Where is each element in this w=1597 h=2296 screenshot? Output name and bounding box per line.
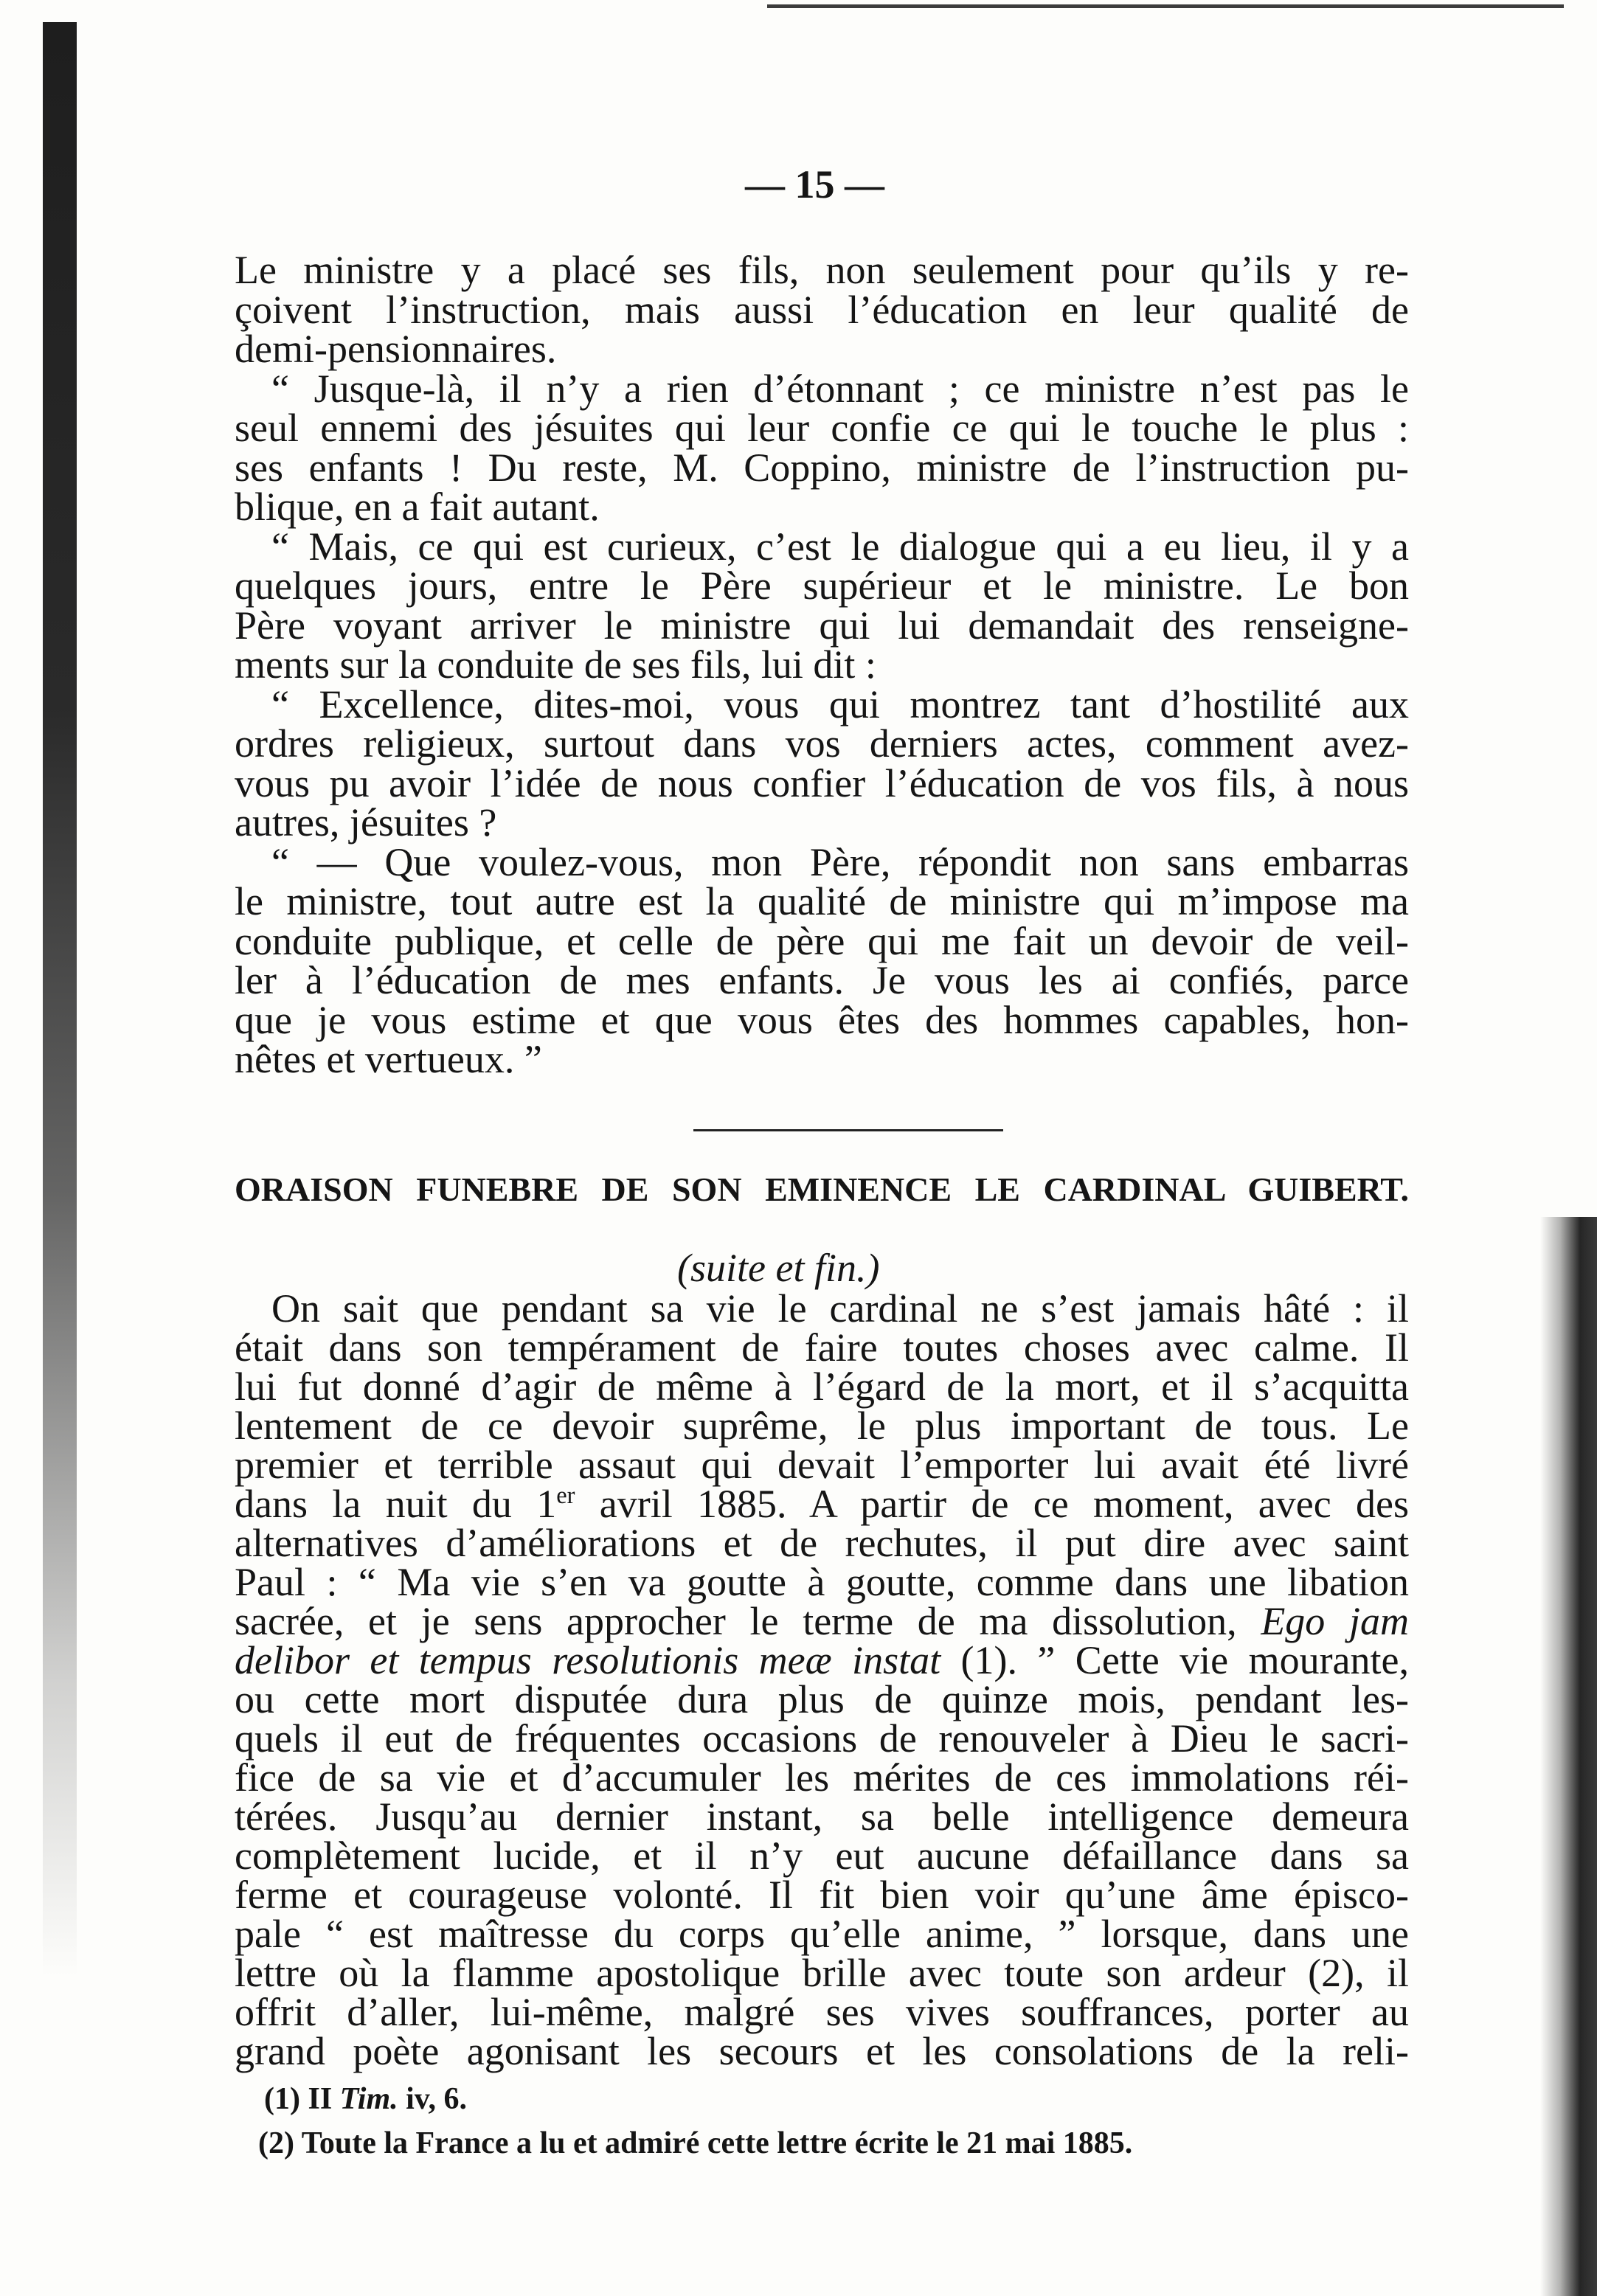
text-line: que je vous estime et que vous êtes des hommes capables, hon- <box>235 997 1409 1042</box>
scan-edge-shadow-right <box>1540 1217 1597 2296</box>
text-line: lui fut donné d’agir de même à l’égard de la mort, et il s’acquitta <box>235 1364 1409 1409</box>
text-line: ments sur la conduite de ses fils, lui dit : <box>235 642 876 687</box>
text-line: était dans son tempérament de faire toutes choses avec calme. Il <box>235 1325 1409 1370</box>
scan-binding-shadow-left <box>43 22 77 1977</box>
text-segment: dans la nuit du 1 <box>235 1481 557 1526</box>
text-line: grand poète agonisant les secours et les consolations de la reli- <box>235 2028 1409 2073</box>
text-line: quelques jours, entre le Père supérieur et le ministre. Le bon <box>235 563 1409 608</box>
text-line: le ministre, tout autre est la qualité de ministre qui m’impose ma <box>235 879 1409 923</box>
text-line: quels il eut de fréquentes occasions de renouveler à Dieu le sacri- <box>235 1716 1409 1761</box>
text-segment: avril 1885. A partir de ce moment, avec des <box>575 1481 1409 1526</box>
text-line: ferme et courageuse volonté. Il fit bien voir qu’une âme épisco- <box>235 1872 1409 1917</box>
text-line: complètement lucide, et il n’y eut aucune défaillance dans sa <box>235 1833 1409 1878</box>
text-line: ses enfants ! Du reste, M. Coppino, ministre de l’instruction pu- <box>235 445 1409 490</box>
text-line <box>235 1598 1409 1643</box>
citation-italic: Tim. <box>339 2082 398 2116</box>
text-line: ler à l’éducation de mes enfants. Je vous les ai confiés, parce <box>235 958 1409 1002</box>
text-line <box>235 1637 1409 1682</box>
text-line: “ Mais, ce qui est curieux, c’est le dialogue qui a eu lieu, il y a <box>271 524 1409 569</box>
paragraph <box>235 681 1409 844</box>
text-line: Le ministre y a placé ses fils, non seulement pour qu’ils y re- <box>235 248 1409 292</box>
text-line: offrit d’aller, lui-même, malgré ses vives souffrances, porter au <box>235 1989 1409 2034</box>
text-line: ou cette mort disputée dura plus de quinze mois, pendant les- <box>235 1676 1409 1721</box>
text-line: premier et terrible assaut qui devait l’emporter lui avait été livré <box>235 1442 1409 1487</box>
paragraph <box>235 839 1409 1081</box>
text-line: Paul : “ Ma vie s’en va goutte à goutte, comme dans une libation <box>235 1559 1409 1604</box>
text-segment: (1). ” Cette vie mourante, <box>940 1637 1409 1682</box>
text-line: nêtes et vertueux. ” <box>235 1037 542 1081</box>
text-line: lettre où la flamme apostolique brille avec toute son ardeur (2), il <box>235 1950 1409 1995</box>
text-line: “ — Que voulez-vous, mon Père, répondit non sans embarras <box>271 839 1409 884</box>
latin-quote-italic: Ego jam <box>1261 1598 1409 1643</box>
oraison-body <box>235 1286 1409 2073</box>
paragraph <box>235 1286 1409 2073</box>
section-heading: ORAISON FUNEBRE DE SON EMINENCE LE CARDINAL GUIBERT. <box>235 1170 1409 1208</box>
text-line: demi-pensionnaires. <box>235 327 557 371</box>
text-line: autres, jésuites ? <box>235 800 497 844</box>
text-segment: sacrée, et je sens approcher le terme de ma dissolution, <box>235 1598 1261 1643</box>
section-subheading: (suite et fin.) <box>677 1246 880 1290</box>
latin-quote-italic: delibor et tempus resolutionis meæ instat <box>235 1637 941 1682</box>
footnote <box>264 2081 467 2117</box>
article-continuation <box>235 248 1409 1081</box>
text-line: On sait que pendant sa vie le cardinal ne s’est jamais hâté : il <box>271 1286 1409 1331</box>
page-number: — 15 — <box>745 162 884 207</box>
text-line: fice de sa vie et d’accumuler les mérites de ces immolations réi- <box>235 1755 1409 1800</box>
section-divider <box>693 1129 1003 1131</box>
text-line: “ Excellence, dites-moi, vous qui montrez tant d’hostilité aux <box>271 681 1409 726</box>
footnote: (2) Toute la France a lu et admiré cette lettre écrite le 21 mai 1885. <box>258 2126 1133 2160</box>
text-line: blique, en a fait autant. <box>235 485 600 529</box>
text-line: seul ennemi des jésuites qui leur confie ce qui le touche le plus : <box>235 406 1409 450</box>
text-line: vous pu avoir l’idée de nous confier l’éducation de vos fils, à nous <box>235 760 1409 805</box>
ordinal-superscript: er <box>556 1482 575 1509</box>
text-line: térées. Jusqu’au dernier instant, sa belle intelligence demeura <box>235 1794 1409 1839</box>
scan-top-edge-line <box>767 4 1564 8</box>
text-line: alternatives d’améliorations et de rechutes, il put dire avec saint <box>235 1520 1409 1565</box>
text-line <box>235 1481 1409 1526</box>
text-line: Père voyant arriver le ministre qui lui demandait des renseigne- <box>235 603 1409 648</box>
paragraph <box>235 248 1409 371</box>
text-line: lentement de ce devoir suprême, le plus important de tous. Le <box>235 1403 1409 1448</box>
text-segment: (1) II <box>264 2082 340 2116</box>
text-line: ordres religieux, surtout dans vos derniers actes, comment avez- <box>235 721 1409 766</box>
text-line: “ Jusque-là, il n’y a rien d’étonnant ; ce ministre n’est pas le <box>271 366 1409 411</box>
text-line: pale “ est maîtresse du corps qu’elle anime, ” lorsque, dans une <box>235 1911 1409 1956</box>
text-segment: iv, 6. <box>398 2082 467 2116</box>
text-line: conduite publique, et celle de père qui me fait un devoir de veil- <box>235 918 1409 963</box>
paragraph <box>235 366 1409 529</box>
paragraph <box>235 524 1409 687</box>
text-line: çoivent l’instruction, mais aussi l’éducation en leur qualité de <box>235 287 1409 332</box>
